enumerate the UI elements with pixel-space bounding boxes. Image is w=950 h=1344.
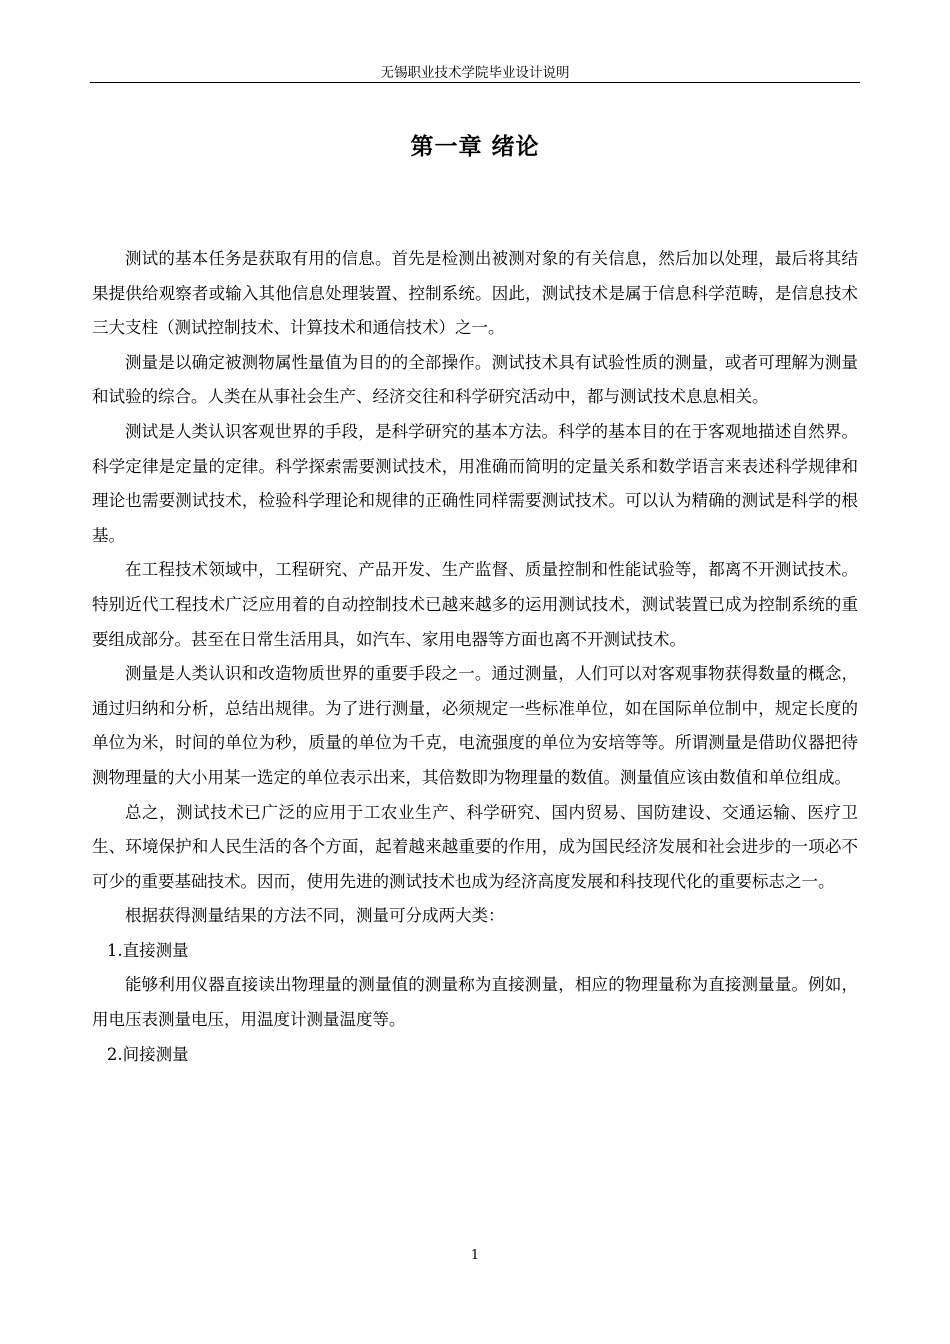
section-heading-indirect-measurement: 2.间接测量 (106, 1044, 189, 1064)
paragraph: 能够利用仪器直接读出物理量的测量值的测量称为直接测量，相应的物理量称为直接测量量。例如，用电压表测量电压，用温度计测量温度等。 (92, 975, 858, 1030)
paragraph: 根据获得测量结果的方法不同，测量可分成两大类： (125, 906, 505, 926)
paragraph: 在工程技术领域中，工程研究、产品开发、生产监督、质量控制和性能试验等，都离不开测试技术。特别近代工程技术广泛应用着的自动控制技术已越来越多的运用测试技术，测试装置已成为控制系统的重要组成部分。甚至在日常生活用具，如汽车、家用电器等方面也离不开测试技术。 (92, 560, 858, 649)
page-number: 1 (470, 1248, 480, 1263)
header-divider (90, 82, 860, 83)
page-header: 无锡职业技术学院毕业设计说明 (380, 65, 570, 81)
paragraph: 测量是人类认识和改造物质世界的重要手段之一。通过测量，人们可以对客观事物获得数量的概念，通过归纳和分析，总结出规律。为了进行测量，必须规定一些标准单位，如在国际单位制中，规定长度的单位为米，时间的单位为秒，质量的单位为千克，电流强度的单位为安培等等。所谓测量是借助仪器把待测物理量的大小用某一选定的单位表示出来，其倍数即为物理量的数值。测量值应该由数值和单位组成。 (92, 664, 858, 787)
paragraph: 总之，测试技术已广泛的应用于工农业生产、科学研究、国内贸易、国防建设、交通运输、医疗卫生、环境保护和人民生活的各个方面，起着越来越重要的作用，成为国民经济发展和社会进步的一项必不可少的重要基础技术。因而，使用先进的测试技术也成为经济高度发展和科技现代化的重要标志之一。 (92, 802, 858, 891)
section-heading-direct-measurement: 1.直接测量 (106, 940, 189, 960)
chapter-title: 第一章 绪论 (410, 134, 540, 160)
document-body (92, 242, 858, 1072)
paragraph: 测试的基本任务是获取有用的信息。首先是检测出被测对象的有关信息，然后加以处理，最后将其结果提供给观察者或输入其他信息处理装置、控制系统。因此，测试技术是属于信息科学范畴，是信息技术三大支柱（测试控制技术、计算技术和通信技术）之一。 (92, 249, 858, 338)
paragraph: 测量是以确定被测物属性量值为目的的全部操作。测试技术具有试验性质的测量，或者可理解为测量和试验的综合。人类在从事社会生产、经济交往和科学研究活动中，都与测试技术息息相关。 (92, 352, 858, 407)
paragraph: 测试是人类认识客观世界的手段，是科学研究的基本方法。科学的基本目的在于客观地描述自然界。科学定律是定量的定律。科学探索需要测试技术，用准确而简明的定量关系和数学语言来表述科学规律和理论也需要测试技术，检验科学理论和规律的正确性同样需要测试技术。可以认为精确的测试是科学的根基。 (92, 421, 858, 545)
